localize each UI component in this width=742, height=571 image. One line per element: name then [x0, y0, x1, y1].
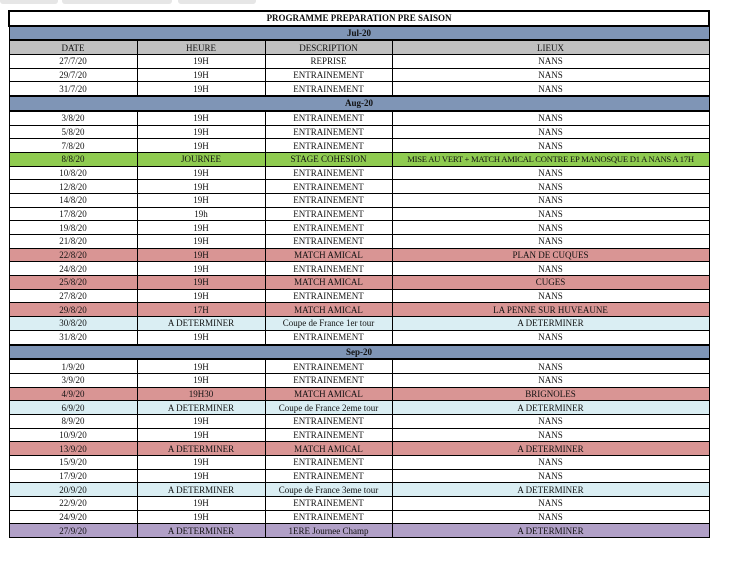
heure-cell[interactable]: 19H [137, 289, 265, 303]
lieux-cell[interactable]: NANS [392, 414, 709, 428]
heure-cell[interactable]: 19H [137, 180, 265, 194]
date-cell[interactable]: 29/7/20 [9, 68, 137, 82]
lieux-cell[interactable]: NANS [392, 125, 709, 139]
description-cell[interactable]: Coupe de France 1er tour [265, 317, 392, 331]
schedule-row [9, 510, 709, 524]
date-cell[interactable]: 17/8/20 [9, 207, 137, 221]
heure-cell[interactable]: 19H [137, 262, 265, 276]
description-cell[interactable]: ENTRAINEMENT [265, 428, 392, 442]
schedule-row [9, 330, 709, 344]
description-cell[interactable]: MATCH AMICAL [265, 248, 392, 262]
lieux-cell[interactable]: NANS [392, 262, 709, 276]
heure-cell[interactable]: 19H [137, 111, 265, 125]
schedule-row [9, 497, 709, 511]
description-cell[interactable]: ENTRAINEMENT [265, 330, 392, 344]
lieux-cell[interactable]: NANS [392, 235, 709, 249]
schedule-row [9, 387, 709, 401]
date-cell[interactable]: 3/9/20 [9, 373, 137, 387]
date-cell[interactable]: 19/8/20 [9, 221, 137, 235]
description-cell[interactable]: ENTRAINEMENT [265, 139, 392, 153]
description-cell[interactable]: MATCH AMICAL [265, 387, 392, 401]
description-cell[interactable]: STAGE COHESION [265, 152, 392, 166]
date-cell[interactable]: 27/8/20 [9, 289, 137, 303]
lieux-cell[interactable]: MISE AU VERT + MATCH AMICAL CONTRE EP MANOSQUE D1 A NANS A 17H [392, 152, 709, 166]
lieux-cell[interactable]: NANS [392, 166, 709, 180]
description-cell[interactable]: ENTRAINEMENT [265, 166, 392, 180]
lieux-cell[interactable]: A DETERMINER [392, 442, 709, 456]
lieux-cell[interactable]: NANS [392, 207, 709, 221]
date-cell[interactable]: 22/9/20 [9, 497, 137, 511]
sheet-tab[interactable] [0, 0, 58, 4]
column-header-description: DESCRIPTION [265, 40, 392, 54]
date-cell[interactable]: 3/8/20 [9, 111, 137, 125]
date-cell[interactable]: 21/8/20 [9, 235, 137, 249]
lieux-cell[interactable]: NANS [392, 193, 709, 207]
description-cell[interactable]: ENTRAINEMENT [265, 289, 392, 303]
date-cell[interactable]: 8/8/20 [9, 152, 137, 166]
schedule-row [9, 55, 709, 69]
date-cell[interactable]: 13/9/20 [9, 442, 137, 456]
month-label: Aug-20 [9, 96, 709, 111]
description-cell[interactable]: ENTRAINEMENT [265, 207, 392, 221]
date-cell[interactable]: 6/9/20 [9, 401, 137, 415]
schedule-row [9, 359, 709, 373]
description-cell[interactable]: ENTRAINEMENT [265, 125, 392, 139]
schedule-row [9, 193, 709, 207]
date-cell[interactable]: 31/8/20 [9, 330, 137, 344]
description-cell[interactable]: 1ERE Journee Champ [265, 524, 392, 538]
lieux-cell[interactable]: A DETERMINER [392, 401, 709, 415]
date-cell[interactable]: 8/9/20 [9, 414, 137, 428]
heure-cell[interactable]: 19H [137, 497, 265, 511]
lieux-cell[interactable]: NANS [392, 373, 709, 387]
schedule-row [9, 180, 709, 194]
schedule-table [8, 10, 710, 538]
schedule-row [9, 248, 709, 262]
date-cell[interactable]: 10/9/20 [9, 428, 137, 442]
lieux-cell[interactable]: LA PENNE SUR HUVEAUNE [392, 303, 709, 317]
column-header-heure: HEURE [137, 40, 265, 54]
month-header-row [9, 345, 709, 360]
heure-cell[interactable]: JOURNEE [137, 152, 265, 166]
date-cell[interactable]: 30/8/20 [9, 317, 137, 331]
date-cell[interactable]: 22/8/20 [9, 248, 137, 262]
schedule-row [9, 317, 709, 331]
schedule-row [9, 152, 709, 166]
heure-cell[interactable]: 19H [137, 248, 265, 262]
lieux-cell[interactable]: NANS [392, 68, 709, 82]
description-cell[interactable]: ENTRAINEMENT [265, 193, 392, 207]
schedule-row [9, 125, 709, 139]
description-cell[interactable]: ENTRAINEMENT [265, 373, 392, 387]
description-cell[interactable]: Coupe de France 3eme tour [265, 483, 392, 497]
date-cell[interactable]: 1/9/20 [9, 359, 137, 373]
date-cell[interactable]: 24/9/20 [9, 510, 137, 524]
lieux-cell[interactable]: PLAN DE CUQUES [392, 248, 709, 262]
date-cell[interactable]: 27/7/20 [9, 55, 137, 69]
sheet-tab[interactable] [178, 0, 256, 4]
lieux-cell[interactable]: NANS [392, 428, 709, 442]
heure-cell[interactable]: 19H [137, 221, 265, 235]
schedule-row [9, 166, 709, 180]
description-cell[interactable]: REPRISE [265, 55, 392, 69]
schedule-row [9, 276, 709, 290]
schedule-row [9, 68, 709, 82]
date-cell[interactable]: 15/9/20 [9, 456, 137, 470]
heure-cell[interactable]: 19H [137, 166, 265, 180]
schedule-row [9, 428, 709, 442]
date-cell[interactable]: 20/9/20 [9, 483, 137, 497]
description-cell[interactable]: ENTRAINEMENT [265, 456, 392, 470]
schedule-row [9, 82, 709, 96]
lieux-cell[interactable]: NANS [392, 111, 709, 125]
date-cell[interactable]: 7/8/20 [9, 139, 137, 153]
schedule-row [9, 235, 709, 249]
heure-cell[interactable]: 19H [137, 125, 265, 139]
schedule-row [9, 414, 709, 428]
heure-cell[interactable]: 19H [137, 55, 265, 69]
lieux-cell[interactable]: A DETERMINER [392, 483, 709, 497]
date-cell[interactable]: 31/7/20 [9, 82, 137, 96]
lieux-cell[interactable]: NANS [392, 469, 709, 483]
schedule-row [9, 262, 709, 276]
heure-cell[interactable]: 19H [137, 456, 265, 470]
heure-cell[interactable]: 19H [137, 276, 265, 290]
schedule-row [9, 303, 709, 317]
lieux-cell[interactable]: NANS [392, 82, 709, 96]
lieux-cell[interactable]: BRIGNOLES [392, 387, 709, 401]
schedule-row [9, 524, 709, 538]
heure-cell[interactable]: 19H [137, 193, 265, 207]
heure-cell[interactable]: 19H [137, 373, 265, 387]
lieux-cell[interactable]: NANS [392, 359, 709, 373]
schedule-row [9, 207, 709, 221]
description-cell[interactable]: ENTRAINEMENT [265, 221, 392, 235]
heure-cell[interactable]: 19H [137, 235, 265, 249]
month-header-row [9, 26, 709, 41]
heure-cell[interactable]: A DETERMINER [137, 483, 265, 497]
sheet-tab[interactable] [62, 0, 172, 4]
description-cell[interactable]: ENTRAINEMENT [265, 414, 392, 428]
date-cell[interactable]: 12/8/20 [9, 180, 137, 194]
heure-cell[interactable]: 17H [137, 303, 265, 317]
heure-cell[interactable]: A DETERMINER [137, 401, 265, 415]
heure-cell[interactable]: 19H [137, 428, 265, 442]
schedule-row [9, 469, 709, 483]
description-cell[interactable]: ENTRAINEMENT [265, 180, 392, 194]
sheet-tabs-strip [0, 0, 742, 8]
description-cell[interactable]: ENTRAINEMENT [265, 497, 392, 511]
description-cell[interactable]: MATCH AMICAL [265, 303, 392, 317]
description-cell[interactable]: ENTRAINEMENT [265, 111, 392, 125]
date-cell[interactable]: 4/9/20 [9, 387, 137, 401]
date-cell[interactable]: 24/8/20 [9, 262, 137, 276]
description-cell[interactable]: ENTRAINEMENT [265, 359, 392, 373]
schedule-row [9, 483, 709, 497]
heure-cell[interactable]: 19H [137, 359, 265, 373]
lieux-cell[interactable]: NANS [392, 456, 709, 470]
schedule-row [9, 221, 709, 235]
lieux-cell[interactable]: NANS [392, 55, 709, 69]
title-row [9, 11, 709, 26]
schedule-row [9, 401, 709, 415]
page-title: PROGRAMME PREPARATION PRE SAISON [9, 11, 709, 26]
date-cell[interactable]: 17/9/20 [9, 469, 137, 483]
lieux-cell[interactable]: NANS [392, 510, 709, 524]
lieux-cell[interactable]: A DETERMINER [392, 317, 709, 331]
date-cell[interactable]: 29/8/20 [9, 303, 137, 317]
heure-cell[interactable]: 19H30 [137, 387, 265, 401]
lieux-cell[interactable]: NANS [392, 497, 709, 511]
month-label: Sep-20 [9, 345, 709, 360]
heure-cell[interactable]: 19H [137, 469, 265, 483]
description-cell[interactable]: Coupe de France 2eme tour [265, 401, 392, 415]
heure-cell[interactable]: A DETERMINER [137, 317, 265, 331]
lieux-cell[interactable]: NANS [392, 139, 709, 153]
heure-cell[interactable]: 19H [137, 414, 265, 428]
column-header-row [9, 40, 709, 54]
schedule-row [9, 139, 709, 153]
description-cell[interactable]: ENTRAINEMENT [265, 82, 392, 96]
schedule-row [9, 111, 709, 125]
schedule-row [9, 289, 709, 303]
description-cell[interactable]: MATCH AMICAL [265, 442, 392, 456]
lieux-cell[interactable]: NANS [392, 221, 709, 235]
lieux-cell[interactable]: NANS [392, 180, 709, 194]
description-cell[interactable]: ENTRAINEMENT [265, 510, 392, 524]
date-cell[interactable]: 5/8/20 [9, 125, 137, 139]
column-header-lieux: LIEUX [392, 40, 709, 54]
date-cell[interactable]: 25/8/20 [9, 276, 137, 290]
description-cell[interactable]: MATCH AMICAL [265, 276, 392, 290]
lieux-cell[interactable]: A DETERMINER [392, 524, 709, 538]
heure-cell[interactable]: 19H [137, 330, 265, 344]
heure-cell[interactable]: 19H [137, 139, 265, 153]
schedule-row [9, 456, 709, 470]
heure-cell[interactable]: A DETERMINER [137, 524, 265, 538]
heure-cell[interactable]: 19H [137, 510, 265, 524]
schedule-row [9, 373, 709, 387]
column-header-date: DATE [9, 40, 137, 54]
heure-cell[interactable]: A DETERMINER [137, 442, 265, 456]
description-cell[interactable]: ENTRAINEMENT [265, 469, 392, 483]
heure-cell[interactable]: 19H [137, 68, 265, 82]
lieux-cell[interactable]: CUGES [392, 276, 709, 290]
date-cell[interactable]: 14/8/20 [9, 193, 137, 207]
date-cell[interactable]: 27/9/20 [9, 524, 137, 538]
month-label: Jul-20 [9, 26, 709, 41]
heure-cell[interactable]: 19h [137, 207, 265, 221]
lieux-cell[interactable]: NANS [392, 289, 709, 303]
date-cell[interactable]: 10/8/20 [9, 166, 137, 180]
description-cell[interactable]: ENTRAINEMENT [265, 235, 392, 249]
description-cell[interactable]: ENTRAINEMENT [265, 68, 392, 82]
schedule-row [9, 442, 709, 456]
month-header-row [9, 96, 709, 111]
lieux-cell[interactable]: NANS [392, 330, 709, 344]
heure-cell[interactable]: 19H [137, 82, 265, 96]
description-cell[interactable]: ENTRAINEMENT [265, 262, 392, 276]
